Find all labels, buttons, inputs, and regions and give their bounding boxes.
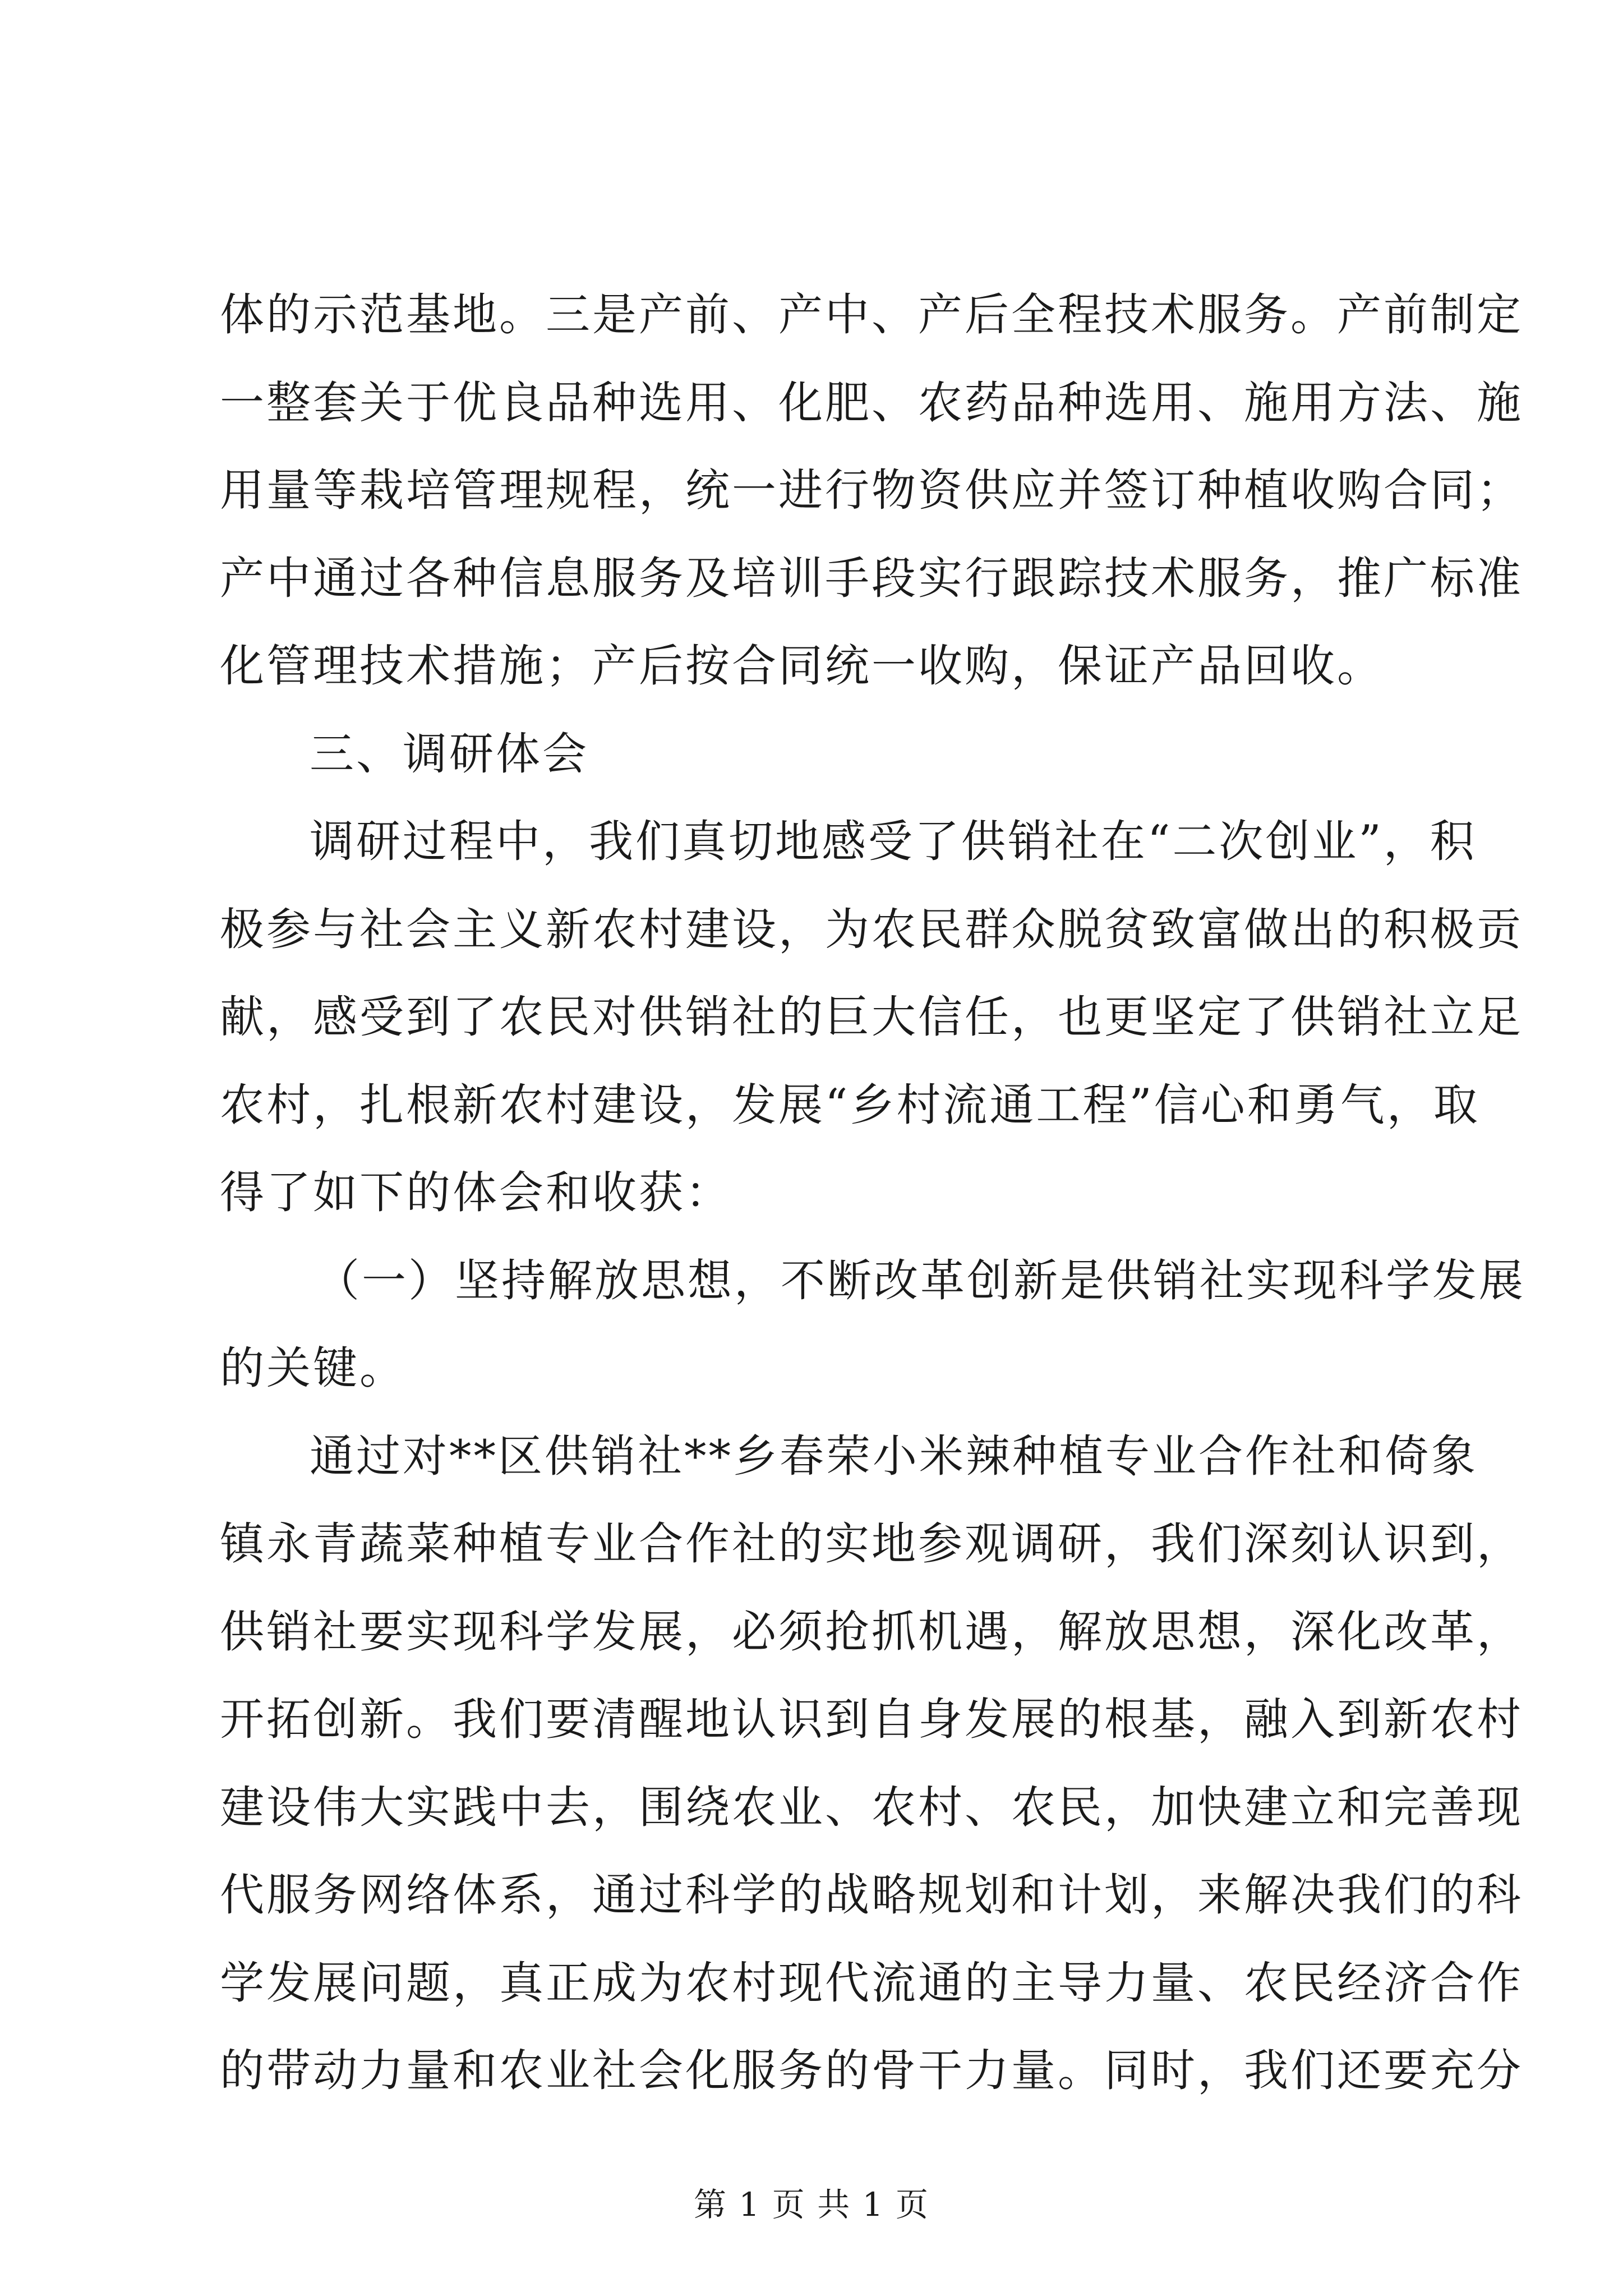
text-line: 的关键。 [220,1342,406,1394]
text-line: 调研过程中，我们真切地感受了供销社在“二次创业”，积 [310,816,1477,867]
text-line: 镇永青蔬菜种植专业合作社的实地参观调研，我们深刻认识到， [220,1518,1523,1570]
text-line: 学发展问题，真正成为农村现代流通的主导力量、农民经济合作 [220,1957,1523,2009]
text-line: 用量等栽培管理规程，统一进行物资供应并签订种植收购合同； [220,464,1523,516]
text-line: 开拓创新。我们要清醒地认识到自身发展的根基，融入到新农村 [220,1694,1523,1745]
text-line: 的带动力量和农业社会化服务的骨干力量。同时，我们还要充分 [220,2045,1523,2096]
body-text [220,271,1525,2115]
text-line: 极参与社会主义新农村建设，为农民群众脱贫致富做出的积极贡 [220,903,1523,955]
text-line: 化管理技术措施；产后按合同统一收购，保证产品回收。 [220,640,1384,692]
text-line: 农村，扎根新农村建设，发展“乡村流通工程”信心和勇气，取 [220,1079,1480,1131]
text-line: 献，感受到了农民对供销社的巨大信任，也更坚定了供销社立足 [220,991,1523,1043]
text-line: 通过对**区供销社**乡春荣小米辣种植专业合作社和倚象 [310,1430,1478,1482]
text-line: 供销社要实现科学发展，必须抢抓机遇，解放思想，深化改革， [220,1605,1523,1658]
subsection-heading: （一）坚持解放思想，不断改革创新是供销社实现科学发展 [315,1254,1525,1306]
page-footer: 第 1 页 共 1 页 [694,2185,929,2224]
text-line: 体的示范基地。三是产前、产中、产后全程技术服务。产前制定 [220,289,1523,341]
text-line: 建设伟大实践中去，围绕农业、农村、农民，加快建立和完善现 [220,1781,1523,1833]
text-line: 代服务网络体系，通过科学的战略规划和计划，来解决我们的科 [220,1869,1523,1921]
text-line: 一整套关于优良品种选用、化肥、农药品种选用、施用方法、施 [220,376,1523,429]
text-line: 产中通过各种信息服务及培训手段实行跟踪技术服务，推广标准 [220,552,1523,604]
text-line: 得了如下的体会和收获： [220,1167,732,1218]
section-heading: 三、调研体会 [310,728,589,780]
